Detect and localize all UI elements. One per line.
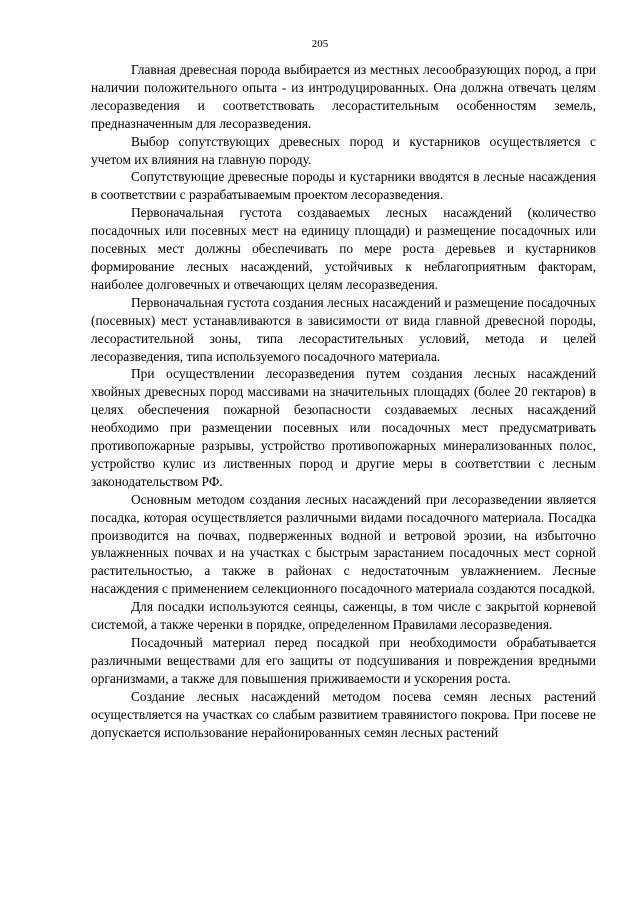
paragraph-density-placement: Первоначальная густота создания лесных насаждений и размещение посадочных (посевных) мест устанавливаются в зависимости от вида главной древесной породы, лесорастительной зоны, типа лесорастительных условий, метода и целей лесоразведения, типа используемого посадочного материала. bbox=[91, 294, 596, 364]
paragraph-planting-method: Основным методом создания лесных насаждений при лесоразведении является посадка, которая осуществляется различными видами посадочного материала. Посадка производится на почвах, подверженных водной и ветровой эрозии, на избыточно увлажненных почвах и на участках с быстрым зарастанием посадочных мест сорной растительностью, а также в районах с недостаточным увлажнением. Лесные насаждения с применением селекционного посадочного материала создаются посадкой. bbox=[91, 491, 596, 597]
document-body bbox=[91, 61, 596, 741]
paragraph-fire-safety: При осуществлении лесоразведения путем создания лесных насаждений хвойных древесных пород массивами на значительных площадях (более 20 гектаров) в целях обеспечения пожарной безопасности создаваемых лесных насаждений необходимо при размещении посевных или посадочных мест предусматривать противопожарные разрывы, устройство противопожарных минерализованных полос, устройство кулис из лиственных пород и другие меры в соответствии с лесным законодательством РФ. bbox=[91, 366, 596, 489]
paragraph-companion-introduction: Сопутствующие древесные породы и кустарники вводятся в лесные насаждения в соответствии с разрабатываемым проектом лесоразведения. bbox=[91, 169, 596, 203]
paragraph-companion-selection: Выбор сопутствующих древесных пород и кустарников осуществляется с учетом их влияния на главную породу. bbox=[91, 133, 596, 167]
paragraph-planting-material: Для посадки используются сеянцы, саженцы, в том числе с закрытой корневой системой, а также черенки в порядке, определенном Правилами лесоразведения. bbox=[91, 599, 596, 633]
paragraph-main-species: Главная древесная порода выбирается из местных лесообразующих пород, а при наличии положительного опыта - из интродуцированных. Она должна отвечать целям лесоразведения и соответствовать лесорастительным особенностям земель, предназначенным для лесоразведения. bbox=[91, 62, 596, 131]
paragraph-sowing: Создание лесных насаждений методом посева семян лесных растений осуществляется на участках со слабым развитием травянистого покрова. При посеве не допускается использование нерайонированных семян лесных растений bbox=[91, 688, 596, 740]
paragraph-initial-density: Первоначальная густота создаваемых лесных насаждений (количество посадочных или посевных мест на единицу площади) и размещение посадочных или посевных мест должны обеспечивать по мере роста деревьев и кустарников формирование лесных насаждений, устойчивых к неблагоприятным факторам, наиболее долговечных и отвечающих целям лесоразведения. bbox=[91, 205, 596, 292]
paragraph-material-treatment: Посадочный материал перед посадкой при необходимости обрабатывается различными веществами для его защиты от подсушивания и повреждения вредными организмами, а также для повышения приживаемости и ускорения роста. bbox=[91, 635, 596, 686]
page-number: 205 bbox=[311, 38, 329, 50]
